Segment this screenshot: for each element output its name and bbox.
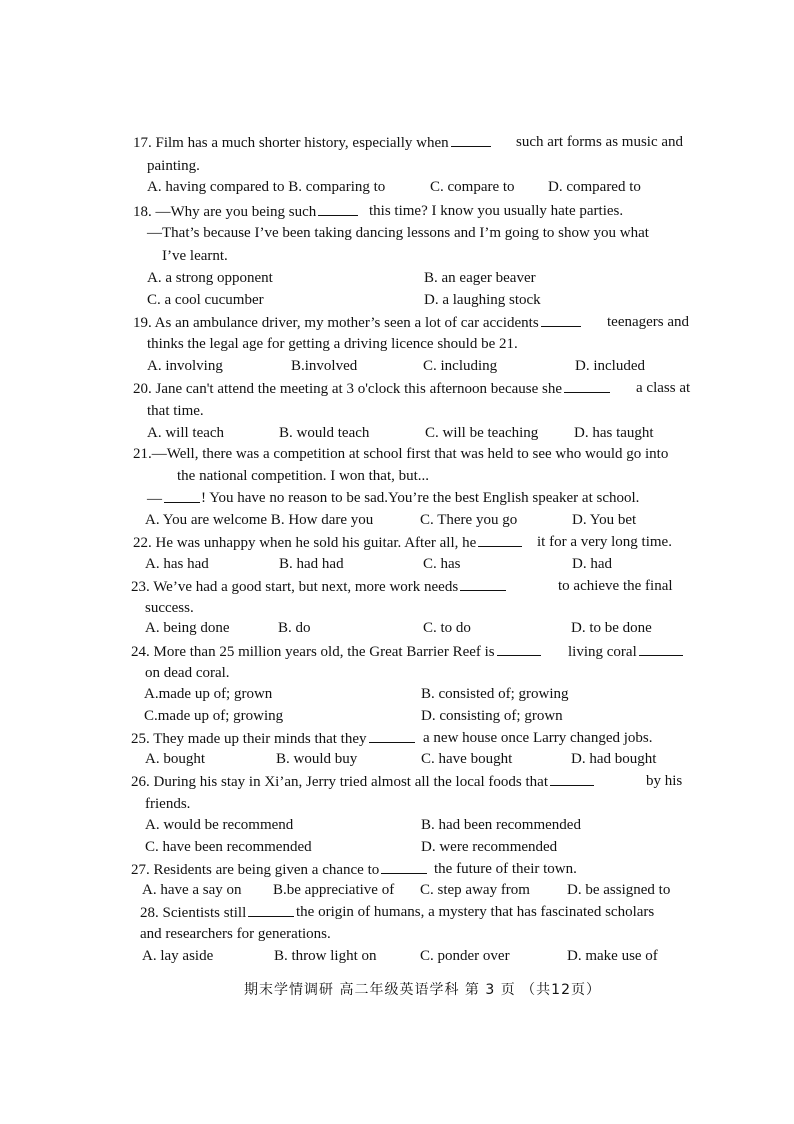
text-line [0, 201, 794, 221]
text-line [0, 706, 794, 726]
answer-blank [564, 378, 610, 393]
text-segment: B. would teach [279, 425, 370, 441]
text-segment: A. have a say on [142, 882, 242, 898]
text-segment: D. make use of [567, 948, 658, 964]
text-segment: D. be assigned to [567, 882, 671, 898]
answer-blank [460, 576, 506, 591]
text-segment: B.involved [291, 358, 358, 374]
text-segment: D. had [572, 556, 612, 572]
text-segment: D. consisting of; grown [421, 708, 563, 724]
text-segment: A. being done [145, 620, 230, 636]
text-line [0, 771, 794, 791]
answer-blank [248, 902, 294, 917]
text-line [0, 859, 794, 879]
text-line [0, 401, 794, 421]
text-line [0, 815, 794, 835]
text-line [0, 598, 794, 618]
text-line [0, 510, 794, 530]
text-segment: this time? I know you usually hate parties. [369, 203, 624, 219]
text-line [0, 444, 794, 464]
text-segment: on dead coral. [145, 665, 230, 681]
text-line [0, 618, 794, 638]
text-line [0, 902, 794, 922]
text-line [0, 312, 794, 332]
text-segment: C. ponder over [420, 948, 510, 964]
text-line [0, 423, 794, 443]
text-line [0, 641, 794, 661]
text-segment: 25. They made up their minds that they [131, 728, 417, 749]
text-segment: C. compare to [430, 179, 515, 195]
text-segment: B. do [278, 620, 311, 636]
text-segment: that time. [147, 403, 204, 419]
text-segment: 28. Scientists still [140, 902, 296, 923]
text-segment: —That’s because I’ve been taking dancing lessons and I’m going to show you what [147, 225, 649, 241]
text-segment: C. have been recommended [145, 839, 312, 855]
text-segment: B.be appreciative of [273, 882, 395, 898]
text-line [0, 532, 794, 552]
text-segment: A. having compared to B. comparing to [147, 179, 386, 195]
text-line [0, 246, 794, 266]
text-segment: B. had had [279, 556, 344, 572]
text-segment: D. compared to [548, 179, 641, 195]
text-segment: the origin of humans, a mystery that has fascinated scholars [296, 904, 655, 920]
text-segment: such art forms as music and [516, 134, 684, 150]
answer-blank [381, 859, 427, 874]
text-segment: and researchers for generations. [140, 926, 331, 942]
text-line [0, 378, 794, 398]
text-segment: D. included [575, 358, 645, 374]
text-segment: A. will teach [147, 425, 225, 441]
text-segment: A. You are welcome B. How dare you [145, 512, 374, 528]
text-segment: A.made up of; grown [144, 686, 273, 702]
text-segment: a new house once Larry changed jobs. [423, 730, 653, 746]
text-line [0, 488, 794, 508]
text-segment: C. a cool cucumber [147, 292, 264, 308]
text-line [0, 132, 794, 152]
text-segment: C.made up of; growing [144, 708, 284, 724]
answer-blank [639, 641, 683, 656]
text-segment: B. throw light on [274, 948, 377, 964]
text-segment: D. to be done [571, 620, 652, 636]
text-segment: the future of their town. [434, 861, 577, 877]
text-segment: by his [646, 773, 683, 789]
text-line [0, 290, 794, 310]
text-segment: ! You have no reason to be sad.You’re the best English speaker at school. [201, 490, 640, 506]
text-segment: C. including [423, 358, 498, 374]
text-segment: D. a laughing stock [424, 292, 541, 308]
text-segment: C. have bought [421, 751, 513, 767]
page-footer: 期末学情调研 高二年级英语学科 第 3 页 （共12页） [244, 982, 601, 998]
text-segment: teenagers and [607, 314, 690, 330]
text-segment: 26. During his stay in Xi’an, Jerry tried almost all the local foods that [131, 771, 596, 792]
text-segment: B. an eager beaver [424, 270, 536, 286]
text-line [0, 268, 794, 288]
text-segment: 17. Film has a much shorter history, especially when [133, 132, 493, 153]
text-segment: D. were recommended [421, 839, 558, 855]
text-segment: 21.—Well, there was a competition at school first that was held to see who would go into [133, 446, 669, 462]
answer-blank [318, 201, 358, 216]
text-segment: A. a strong opponent [147, 270, 273, 286]
text-line [0, 466, 794, 486]
text-segment: 23. We’ve had a good start, but next, more work needs [131, 576, 508, 597]
text-segment: D. has taught [574, 425, 654, 441]
text-segment: C. to do [423, 620, 471, 636]
text-segment: C. step away from [420, 882, 530, 898]
text-segment: A. lay aside [142, 948, 214, 964]
text-segment: 20. Jane can't attend the meeting at 3 o'clock this afternoon because she [133, 378, 612, 399]
text-line [0, 223, 794, 243]
text-segment: 24. More than 25 million years old, the Great Barrier Reef is [131, 641, 543, 662]
text-segment: a class at [636, 380, 691, 396]
text-line [0, 794, 794, 814]
text-segment: I’ve learnt. [162, 248, 228, 264]
text-line [0, 946, 794, 966]
text-segment: D. had bought [571, 751, 657, 767]
text-line [0, 554, 794, 574]
text-segment: living coral [568, 641, 685, 662]
answer-blank [478, 532, 522, 547]
answer-blank [541, 312, 581, 327]
text-line [0, 177, 794, 197]
text-line [0, 728, 794, 748]
text-segment: B. would buy [276, 751, 358, 767]
text-segment: B. consisted of; growing [421, 686, 569, 702]
text-segment: 18. —Why are you being such [133, 201, 360, 222]
text-line [0, 156, 794, 176]
text-segment: C. will be teaching [425, 425, 539, 441]
text-segment: painting. [147, 158, 200, 174]
text-segment: A. would be recommend [145, 817, 294, 833]
text-line [0, 684, 794, 704]
answer-blank [164, 488, 200, 503]
text-line [0, 880, 794, 900]
answer-blank [550, 771, 594, 786]
text-segment: C. There you go [420, 512, 518, 528]
text-segment: A. has had [145, 556, 209, 572]
text-segment: A. involving [147, 358, 223, 374]
text-segment: thinks the legal age for getting a driving licence should be 21. [147, 336, 518, 352]
text-segment: success. [145, 600, 194, 616]
text-segment: to achieve the final [558, 578, 673, 594]
text-line [0, 576, 794, 596]
answer-blank [497, 641, 541, 656]
answer-blank [369, 728, 415, 743]
text-segment: 22. He was unhappy when he sold his guitar. After all, he [133, 532, 524, 553]
text-line [0, 334, 794, 354]
text-line [0, 924, 794, 944]
answer-blank [451, 132, 491, 147]
text-segment: — [147, 488, 202, 509]
text-segment: C. has [423, 556, 461, 572]
text-line [0, 356, 794, 376]
text-line [0, 663, 794, 683]
text-line [0, 749, 794, 769]
text-segment: it for a very long time. [537, 534, 672, 550]
text-line [0, 837, 794, 857]
text-segment: friends. [145, 796, 191, 812]
text-segment: B. had been recommended [421, 817, 581, 833]
text-segment: 19. As an ambulance driver, my mother’s seen a lot of car accidents [133, 312, 583, 333]
text-segment: 27. Residents are being given a chance to [131, 859, 429, 880]
text-segment: D. You bet [572, 512, 637, 528]
text-segment: A. bought [145, 751, 205, 767]
text-segment: the national competition. I won that, but... [177, 468, 430, 484]
